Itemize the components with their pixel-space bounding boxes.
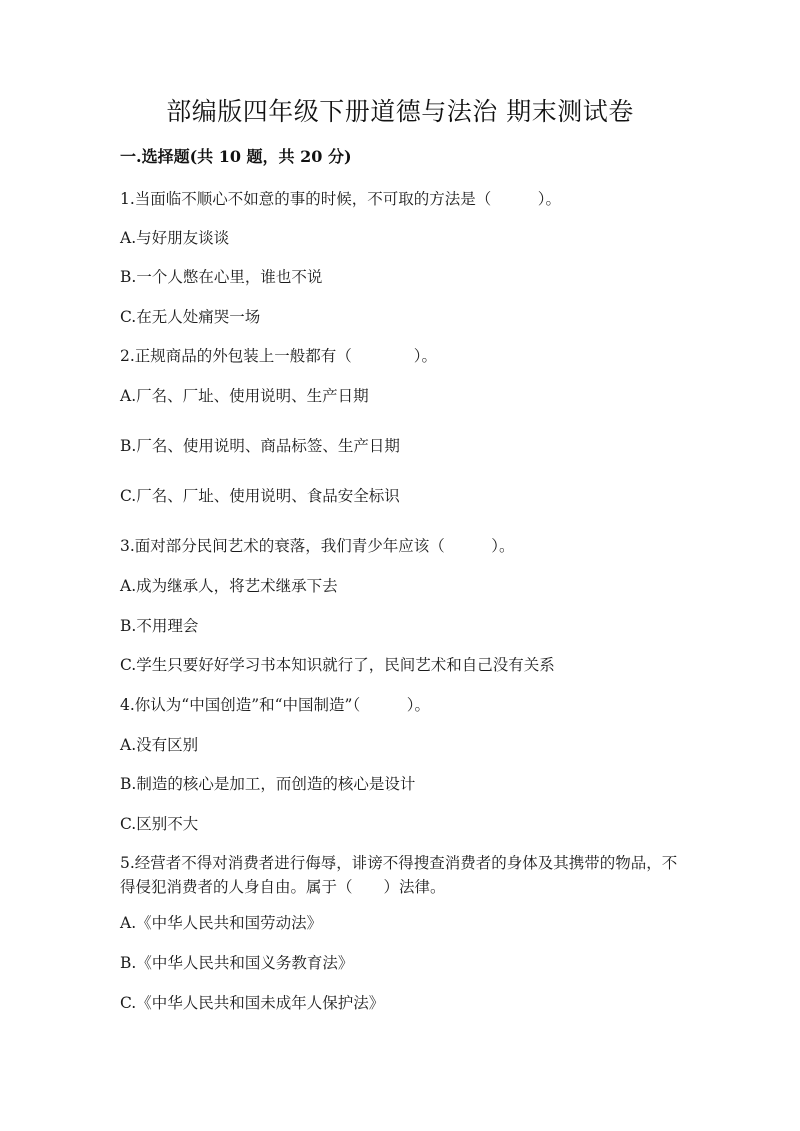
- question-5-stem: 5.经营者不得对消费者进行侮辱，诽谤不得搜查消费者的身体及其携带的物品，不得侵犯消费者的人身自由。属于（ ）法律。: [120, 854, 678, 896]
- question-2-stem: 2.正规商品的外包装上一般都有（ ）。: [120, 347, 438, 365]
- question-1-stem: 1.当面临不顺心不如意的事的时候，不可取的方法是（ ）。: [120, 190, 562, 208]
- question-4-stem: 4.你认为“中国创造”和“中国制造”（ ）。: [120, 696, 430, 714]
- question-5-option-b: B.《中华人民共和国义务教育法》: [120, 954, 354, 972]
- question-3-stem: 3.面对部分民间艺术的衰落，我们青少年应该（ ）。: [120, 537, 515, 555]
- question-2-option-b: B.厂名、使用说明、商品标签、生产日期: [120, 437, 400, 455]
- question-5-option-c: C.《中华人民共和国未成年人保护法》: [120, 994, 385, 1012]
- question-1-option-a: A.与好朋友谈谈: [120, 229, 230, 247]
- question-4-option-c: C.区别不大: [120, 815, 199, 833]
- question-3-option-a: A.成为继承人，将艺术继承下去: [120, 577, 338, 595]
- question-3-option-b: B.不用理会: [120, 617, 199, 635]
- page-title: 部编版四年级下册道德与法治 期末测试卷: [166, 97, 634, 126]
- question-2-option-c: C.厂名、厂址、使用说明、食品安全标识: [120, 487, 400, 505]
- section-heading: 一.选择题(共 10 题，共 20 分): [120, 147, 352, 166]
- question-4-option-a: A.没有区别: [120, 736, 199, 754]
- question-2-option-a: A.厂名、厂址、使用说明、生产日期: [120, 387, 369, 405]
- question-3-option-c: C.学生只要好好学习书本知识就行了，民间艺术和自己没有关系: [120, 656, 555, 674]
- question-5-option-a: A.《中华人民共和国劳动法》: [120, 914, 323, 932]
- question-4-option-b: B.制造的核心是加工，而创造的核心是设计: [120, 775, 416, 793]
- question-1-option-b: B.一个人憋在心里，谁也不说: [120, 268, 323, 286]
- question-1-option-c: C.在无人处痛哭一场: [120, 308, 261, 326]
